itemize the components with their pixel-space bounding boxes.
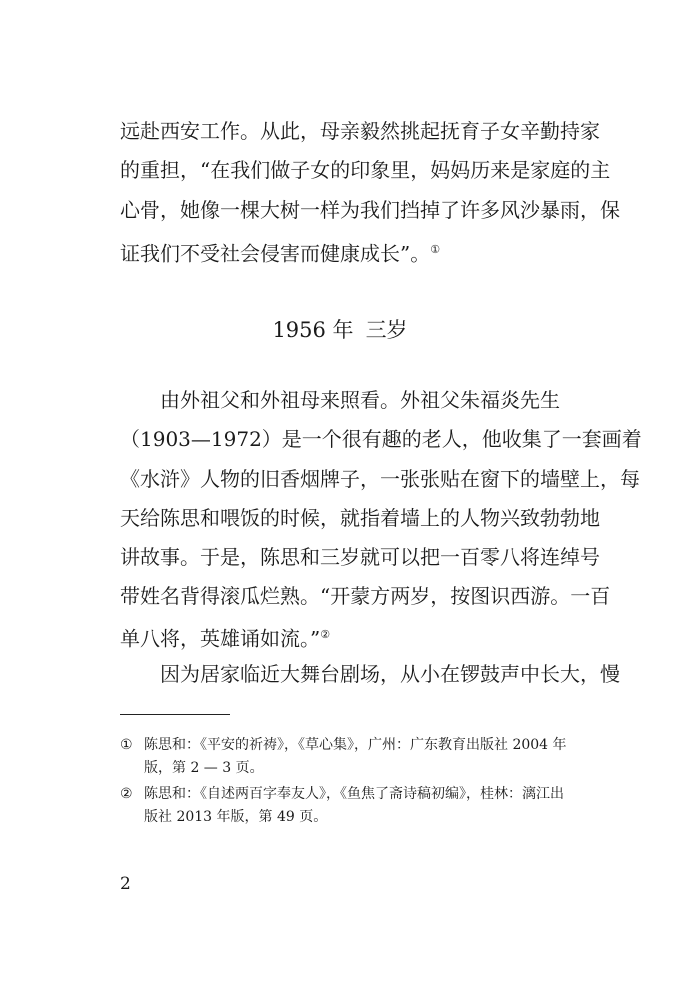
footnote-divider xyxy=(120,714,230,715)
body-line: 讲故事。于是，陈思和三岁就可以把一百零八将连绰号 xyxy=(120,545,600,569)
body-line: 因为居家临近大舞台剧场，从小在锣鼓声中长大，慢 xyxy=(120,662,620,686)
footnote-marker: ② xyxy=(120,786,133,802)
heading-year: 1956 年 xyxy=(272,318,354,342)
footnote-2-cont: 版社 2013 年版，第 49 页。 xyxy=(144,809,328,825)
body-line: 天给陈思和喂饭的时候，就指着墙上的人物兴致勃勃地 xyxy=(120,506,600,530)
footnote-2 xyxy=(120,784,564,804)
section-heading xyxy=(0,316,680,344)
footnote-text: 陈思和：《平安的祈祷》，《草心集》，广州：广东教育出版社 2004 年 xyxy=(144,737,567,753)
footnote-ref[interactable]: ① xyxy=(430,243,441,256)
body-text: 证我们不受社会侵害而健康成长”。 xyxy=(120,241,431,266)
page-number: 2 xyxy=(120,874,131,894)
body-line: 带姓名背得滚瓜烂熟。“开蒙方两岁，按图识西游。一百 xyxy=(120,584,611,608)
footnote-1 xyxy=(120,735,567,755)
body-line: 由外祖父和外祖母来照看。外祖父朱福炎先生 xyxy=(120,388,560,412)
footnote-marker: ① xyxy=(120,737,133,753)
body-line: （1903—1972）是一个很有趣的老人，他收集了一套画着 xyxy=(120,427,642,451)
body-line: 的重担，“在我们做子女的印象里，妈妈历来是家庭的主 xyxy=(120,158,611,182)
body-line-last xyxy=(120,622,560,651)
footnote-ref[interactable]: ② xyxy=(320,628,331,641)
body-line: 远赴西安工作。从此，母亲毅然挑起抚育子女辛勤持家 xyxy=(120,119,600,143)
body-line-last xyxy=(120,237,560,266)
body-text: 单八将，英雄诵如流。” xyxy=(120,626,321,651)
body-line: 心骨，她像一棵大树一样为我们挡掉了许多风沙暴雨，保 xyxy=(120,198,620,222)
footnote-1-cont: 版，第 2 — 3 页。 xyxy=(144,760,264,776)
footnote-text: 陈思和：《自述两百字奉友人》，《鱼焦了斋诗稿初编》，桂林：漓江出 xyxy=(144,786,564,802)
body-line: 《水浒》人物的旧香烟牌子，一张张贴在窗下的墙壁上，每 xyxy=(120,467,640,491)
heading-age: 三岁 xyxy=(365,318,408,342)
